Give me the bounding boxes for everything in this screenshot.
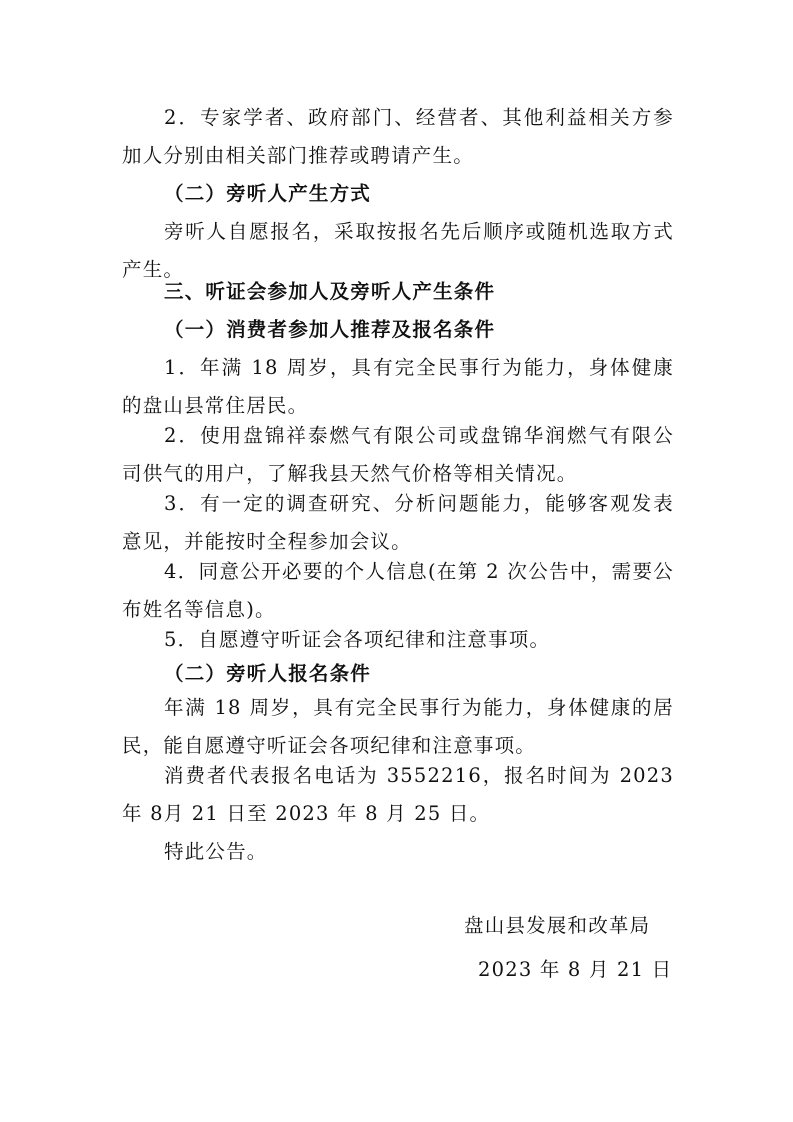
paragraph-expert-participants: 2．专家学者、政府部门、经营者、其他利益相关方参加人分别由相关部门推荐或聘请产生。 xyxy=(122,106,674,167)
paragraph-closing: 特此公告。 xyxy=(164,840,268,863)
condition-item-5: 5．自愿遵守听证会各项纪律和注意事项。 xyxy=(164,628,551,651)
heading-auditor-selection: （二）旁听人产生方式 xyxy=(164,182,372,205)
signature-org: 盘山县发展和改革局 xyxy=(464,914,651,937)
heading-consumer-conditions: （一）消费者参加人推荐及报名条件 xyxy=(164,318,496,341)
paragraph-registration-info: 消费者代表报名电话为 3552216，报名时间为 2023 年 8月 21 日至 2023 年 8 月 25 日。 xyxy=(122,764,674,825)
condition-item-2: 2．使用盘锦祥泰燃气有限公司或盘锦华润燃气有限公司供气的用户，了解我县天然气价格等相关情况。 xyxy=(122,424,674,485)
condition-item-1: 1．年满 18 周岁，具有完全民事行为能力，身体健康的盘山县常住居民。 xyxy=(122,356,674,417)
heading-auditor-conditions: （二）旁听人报名条件 xyxy=(164,662,372,685)
signature-date: 2023 年 8 月 21 日 xyxy=(478,958,673,981)
condition-item-3: 3．有一定的调查研究、分析问题能力，能够客观发表意见，并能按时全程参加会议。 xyxy=(122,492,674,553)
paragraph-auditor-conditions: 年满 18 周岁，具有完全民事行为能力，身体健康的居民，能自愿遵守听证会各项纪律和注意事项。 xyxy=(122,696,674,757)
heading-section-three: 三、听证会参加人及旁听人产生条件 xyxy=(164,280,496,303)
condition-item-4: 4．同意公开必要的个人信息(在第 2 次公告中，需要公布姓名等信息)。 xyxy=(122,560,674,621)
paragraph-auditor-selection: 旁听人自愿报名，采取按报名先后顺序或随机选取方式产生。 xyxy=(122,220,674,281)
